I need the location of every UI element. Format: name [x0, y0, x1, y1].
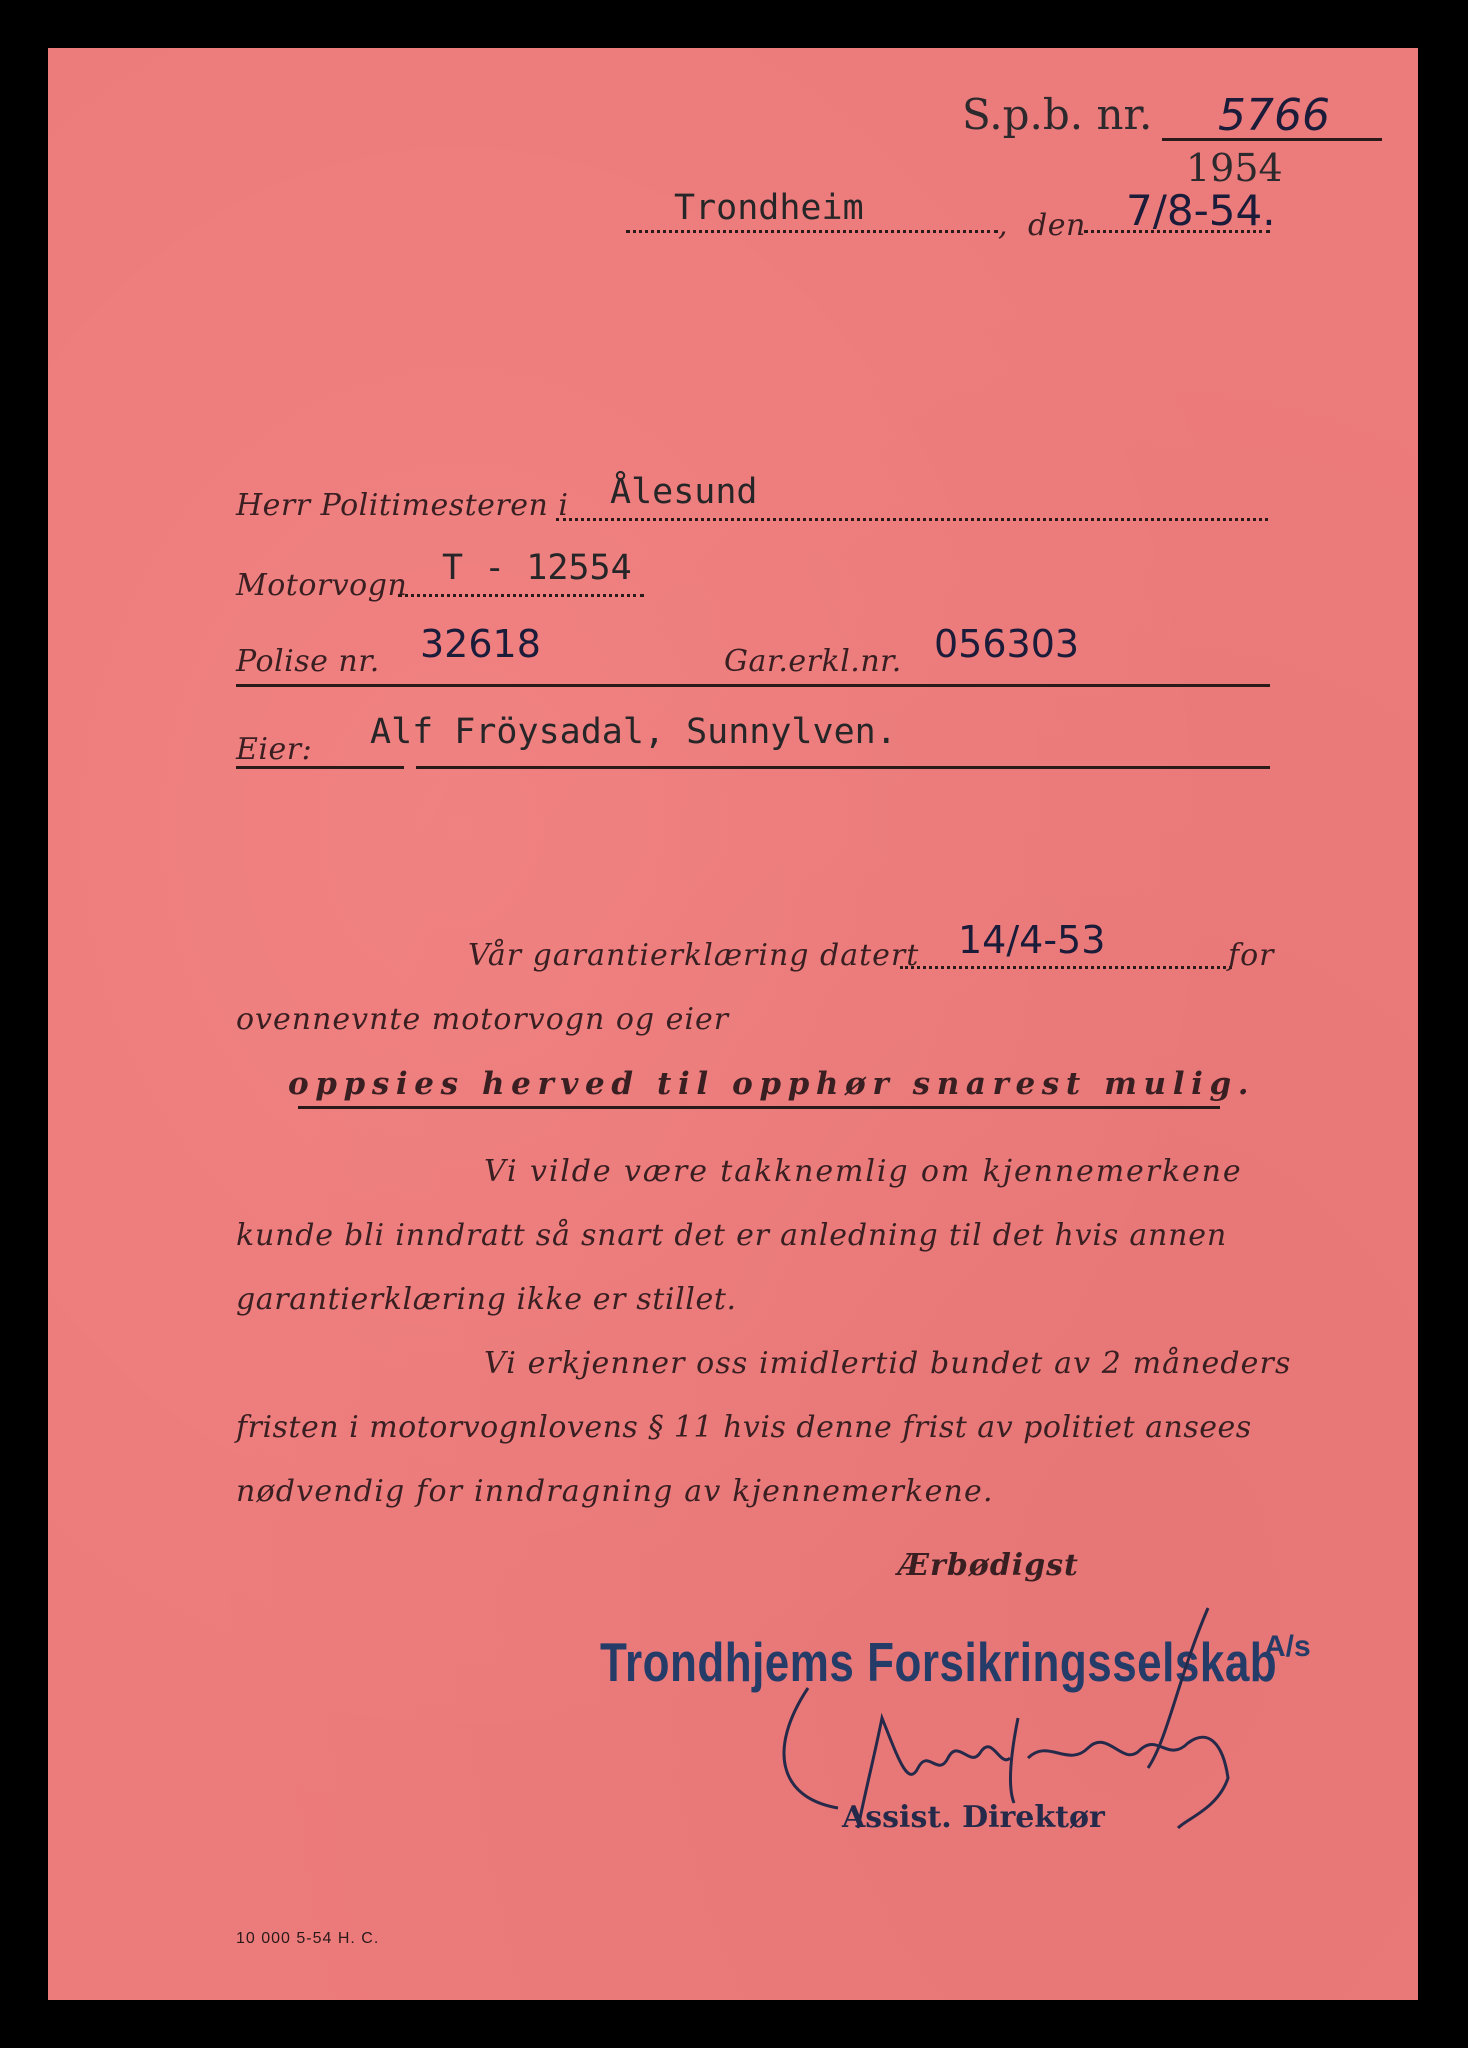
company-suffix: A/s	[1264, 1630, 1311, 1663]
guarantee-label: Gar.erkl.nr.	[724, 644, 902, 679]
guarantee-date: 14/4-53	[958, 918, 1106, 962]
date-dots	[1084, 230, 1270, 233]
body-line1-prefix: Vår garantierklæring datert	[468, 938, 920, 973]
vehicle-value: T - 12554	[442, 548, 632, 588]
address-label: Herr Politimesteren i	[236, 488, 569, 523]
company-stamp: Trondhjems Forsikringsselskab	[600, 1632, 1278, 1694]
address-dots	[556, 518, 1268, 521]
vehicle-label: Motorvogn	[236, 568, 408, 603]
owner-rule-left	[236, 766, 404, 769]
place: Trondheim	[674, 188, 864, 228]
policy-label: Polise nr.	[236, 644, 380, 679]
date: 7/8-54.	[1126, 186, 1276, 235]
para2-line1: Vi vilde være takknemlig om kjennemerkene	[484, 1154, 1243, 1189]
document-page	[48, 48, 1418, 2000]
year: 1954	[1186, 146, 1283, 190]
body-line3: oppsies herved til opphør snarest mulig.	[288, 1066, 1256, 1102]
spb-number: 5766	[1218, 90, 1330, 141]
vehicle-dots	[398, 594, 644, 597]
para3-line1: Vi erkjenner oss imidlertid bundet av 2 måneders	[484, 1346, 1292, 1381]
print-code: 10 000 5-54 H. C.	[236, 1930, 380, 1947]
para3-line3: nødvendig for inndragning av kjennemerkene.	[236, 1474, 994, 1509]
para2-line3: garantierklæring ikke er stillet.	[236, 1282, 737, 1317]
body-line3-underline	[298, 1106, 1220, 1109]
policy-value: 32618	[420, 622, 541, 666]
owner-rule-right	[416, 766, 1270, 769]
title-stamp: Assist. Direktør	[842, 1800, 1105, 1835]
den-label: den	[1028, 208, 1086, 243]
owner-value: Alf Fröysadal, Sunnylven.	[370, 712, 897, 752]
address-value: Ålesund	[610, 472, 758, 512]
policy-rule	[236, 684, 1270, 687]
spb-underline	[1162, 138, 1382, 141]
salutation: Ærbødigst	[898, 1548, 1079, 1583]
comma: ,	[998, 208, 1009, 243]
spb-label: S.p.b. nr.	[962, 90, 1153, 139]
para2-line2: kunde bli inndratt så snart det er anledning til det hvis annen	[236, 1218, 1227, 1253]
body-line1-suffix: for	[1228, 938, 1275, 973]
place-dots	[626, 230, 998, 233]
para3-line2: fristen i motorvognlovens § 11 hvis denne frist av politiet ansees	[236, 1410, 1252, 1445]
body-line2: ovennevnte motorvogn og eier	[236, 1002, 730, 1037]
owner-label: Eier:	[236, 732, 313, 767]
guarantee-date-dots	[900, 966, 1232, 969]
guarantee-value: 056303	[934, 622, 1080, 666]
